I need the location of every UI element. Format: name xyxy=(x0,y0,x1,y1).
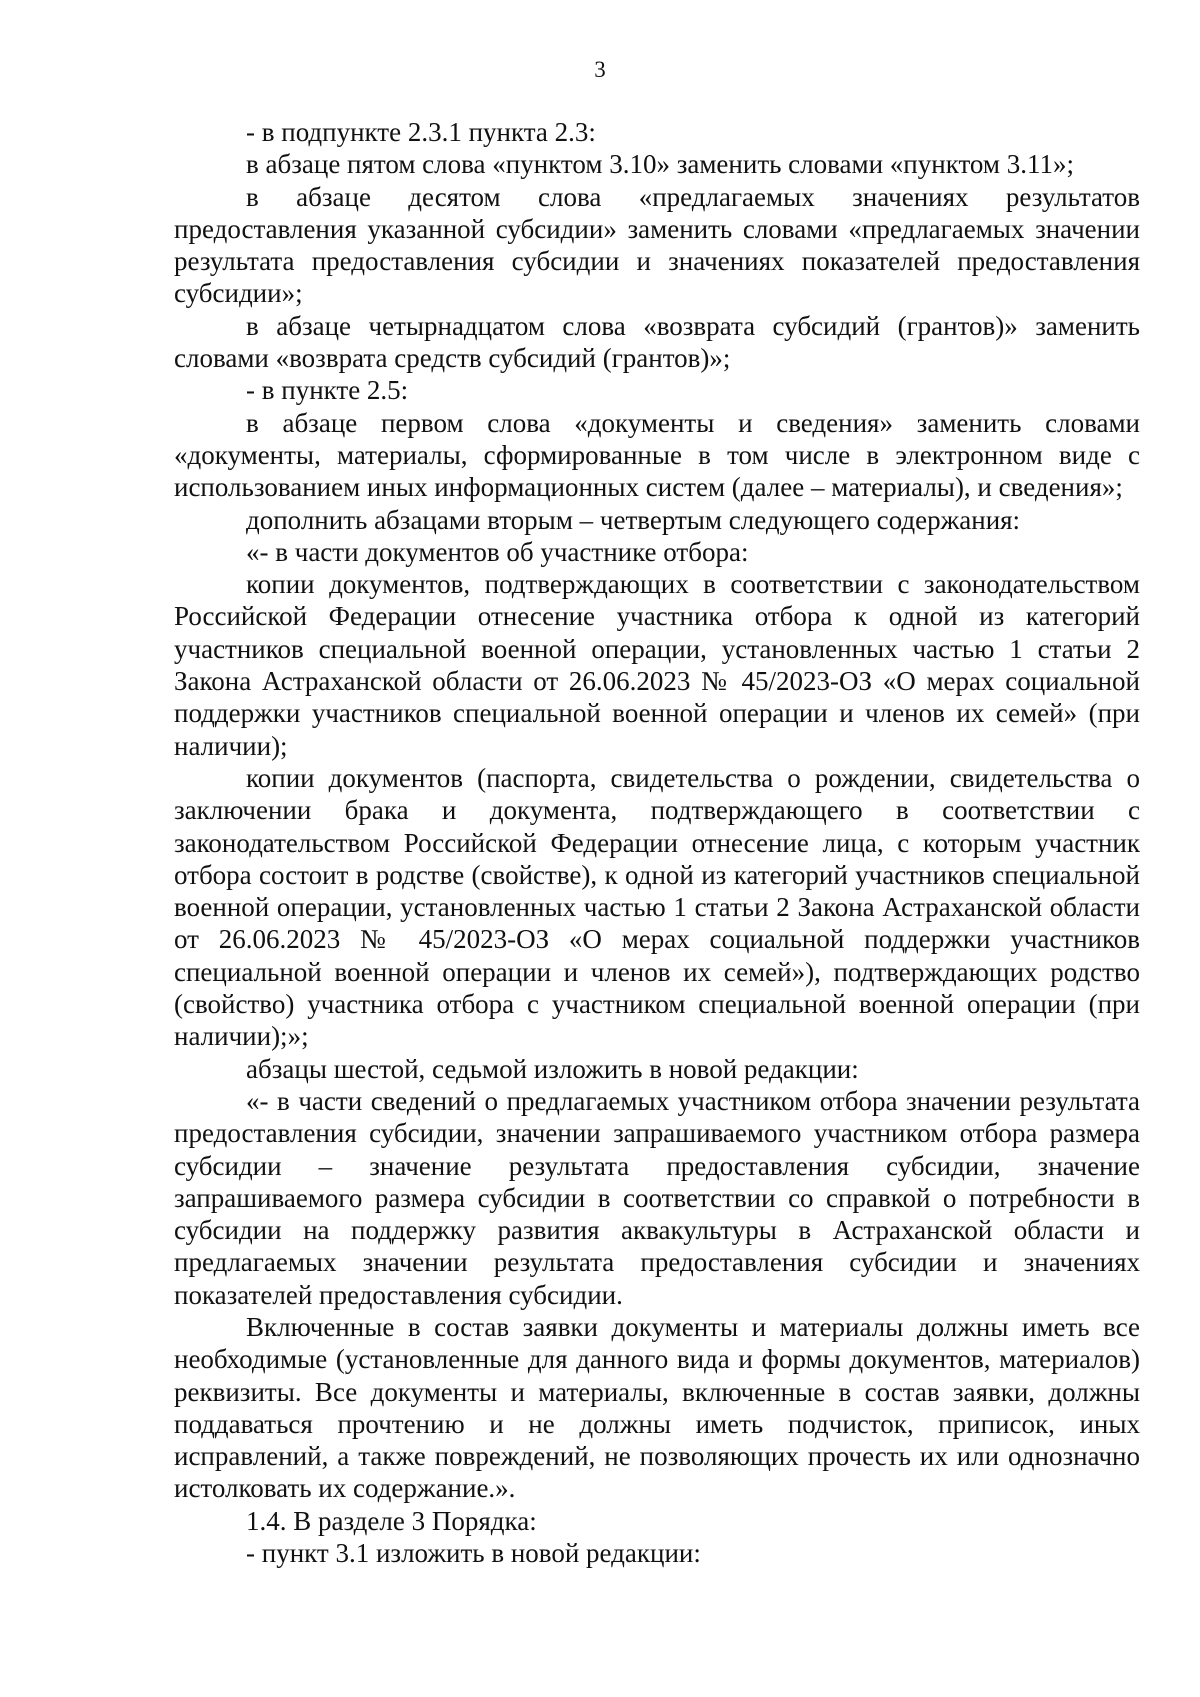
paragraph-clause-3-1: - пункт 3.1 изложить в новой редакции: xyxy=(246,1538,701,1569)
paragraph-section-1-4: 1.4. В разделе 3 Порядка: xyxy=(246,1505,537,1536)
paragraph-docs-copies-1: копии документов, подтверждающих в соответствии с законодательством Российской Федерации отнесение участника отбора к одной из категорий участников специальной военной операции, установленных частью 1 статьи 2 Закона Астраханской области от 26.06.2023 № 45/2023-ОЗ «О мерах социальной поддержки участников специальной военной операции и членов их семей» (при наличии); xyxy=(174,569,1140,761)
paragraph-subclause-2-3-1: - в подпункте 2.3.1 пункта 2.3: xyxy=(246,117,596,147)
page-number: 3 xyxy=(594,57,606,82)
paragraph-abzac-1: в абзаце первом слова «документы и сведения» заменить словами «документы, материалы, сформированные в том числе в электронном виде с использованием иных информационных систем (далее – материалы), и сведения»; xyxy=(174,407,1140,503)
paragraph-participant-docs: «- в части документов об участнике отбора: xyxy=(246,536,749,567)
paragraph-included-docs: Включенные в состав заявки документы и материалы должны иметь все необходимые (установленные для данного вида и формы документов, материалов) реквизиты. Все документы и материалы, включенные в состав заявки, должны поддаваться прочтению и не должны иметь подчисток, приписок, иных исправлений, а также повреждений, не позволяющих прочесть их или однозначно истолковать их содержание.». xyxy=(174,1311,1140,1504)
paragraph-proposed-values: «- в части сведений о предлагаемых участником отбора значении результата предоставления субсидии, значении запрашиваемого участником отбора размера субсидии – значение результата предоставления субсидии, значение запрашиваемого размера субсидии в соответствии со справкой о потребности в субсидии на поддержку развития аквакультуры в Астраханской области и предлагаемых значении результата предоставления субсидии и значениях показателей предоставления субсидии. xyxy=(174,1085,1140,1310)
paragraph-abzac-10: в абзаце десятом слова «предлагаемых значениях результатов предоставления указанной субсидии» заменить словами «предлагаемых значении результата предоставления субсидии и значениях показателей предоставления субсидии»; xyxy=(174,181,1140,309)
paragraph-clause-2-5: - в пункте 2.5: xyxy=(246,375,409,406)
paragraph-abzac-14: в абзаце четырнадцатом слова «возврата субсидий (грантов)» заменить словами «возврата средств субсидий (грантов)»; xyxy=(174,310,1140,374)
paragraph-abzac-6-7: абзацы шестой, седьмой изложить в новой редакции: xyxy=(246,1053,859,1084)
paragraph-add-abzacs: дополнить абзацами вторым – четвертым следующего содержания: xyxy=(246,504,1021,535)
document-body xyxy=(174,116,1140,1569)
paragraph-docs-copies-2: копии документов (паспорта, свидетельства о рождении, свидетельства о заключении брака и документа, подтверждающего в соответствии с законодательством Российской Федерации отнесение лица, с которым участник отбора состоит в родстве (свойстве), к одной из категорий участников специальной военной операции, установленных частью 1 статьи 2 Закона Астраханской области от 26.06.2023 № 45/2023-ОЗ «О мерах социальной поддержки участников специальной военной операции и членов их семей»), подтверждающих родство (свойство) участника отбора с участником специальной военной операции (при наличии);»; xyxy=(174,762,1140,1052)
paragraph-abzac-5: в абзаце пятом слова «пунктом 3.10» заменить словами «пунктом 3.11»; xyxy=(246,149,1074,180)
